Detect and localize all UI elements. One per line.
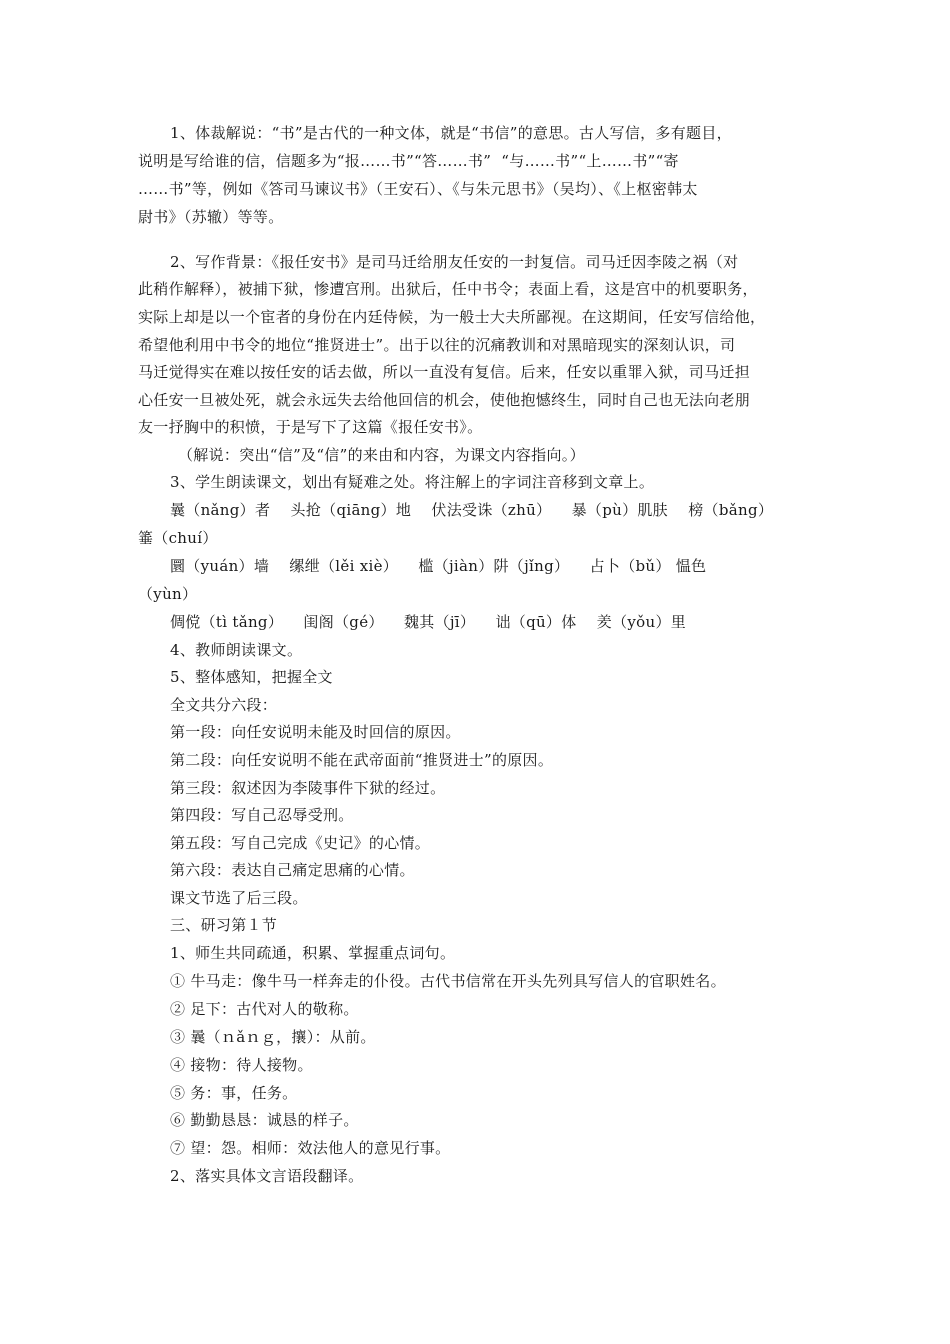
part-3-step-1: 1、师生共同疏通，积累、掌握重点词句。	[170, 944, 456, 962]
section-5: 第五段：写自己完成《史记》的心情。	[170, 834, 431, 852]
section-2: 第二段：向任安说明不能在武帝面前“推贤进士”的原因。	[170, 751, 554, 769]
note-line: （解说：突出“信”及“信”的来由和内容，为课文内容指向。）	[178, 446, 585, 464]
section-3: 第三段：叙述因为李陵事件下狱的经过。	[170, 779, 446, 797]
selected-note: 课文节选了后三段。	[170, 889, 308, 907]
para-background-line-3: 实际上却是以一个宦者的身份在内廷侍候，为一般士大夫所鄙视。在这期间，任安写信给他，	[138, 308, 766, 326]
pinyin-line-2: 箠（chuí）	[138, 529, 218, 547]
pinyin-line-4: （yùn）	[138, 585, 198, 603]
vocab-item-3: ③ 曩（ｎǎｎｇ，攘）：从前。	[170, 1028, 376, 1046]
para-genre-line-2: 说明是写给谁的信，信题多为“报……书”“答……书” “与……书”“上……书”“寄	[138, 152, 679, 170]
section-6: 第六段：表达自己痛定思痛的心情。	[170, 861, 415, 879]
part-3-title: 三、研习第１节	[170, 916, 278, 934]
vocab-item-2: ② 足下：古代对人的敬称。	[170, 1000, 359, 1018]
vocab-item-5: ⑤ 务：事，任务。	[170, 1084, 298, 1102]
pinyin-line-5: 倜傥（tì tǎng） 闺阁（gé） 魏其（jī） 诎（qū）体 羑（yǒu）里	[170, 613, 687, 631]
para-background-line-2: 此稍作解释），被捕下狱，惨遭宫刑。出狱后，任中书令；表面上看，这是宫中的机要职务，	[138, 280, 758, 298]
vocab-item-6: ⑥ 勤勤恳恳：诚恳的样子。	[170, 1111, 359, 1129]
para-genre-line-1: 1、体裁解说：“书”是古代的一种文体，就是“书信”的意思。古人写信，多有题目，	[170, 124, 732, 142]
para-genre-line-4: 尉书》（苏辙）等等。	[138, 208, 284, 226]
pinyin-line-1: 曩（nǎng）者 头抢（qiāng）地 伏法受诛（zhū） 暴（pù）肌肤 榜（bǎng）	[170, 501, 774, 519]
vocab-item-4: ④ 接物：待人接物。	[170, 1056, 313, 1074]
para-background-line-7: 友一抒胸中的积愤，于是写下了这篇《报任安书》。	[138, 418, 483, 436]
para-background-line-1: 2、写作背景：《报任安书》是司马迁给朋友任安的一封复信。司马迁因李陵之祸（对	[170, 253, 739, 271]
step-4: 4、教师朗读课文。	[170, 641, 303, 659]
step-5: 5、整体感知，把握全文	[170, 668, 333, 686]
pinyin-line-3: 圜（yuán）墙 缧绁（lěi xiè） 槛（jiàn）阱（jǐng） 占卜（bǔ） 愠色	[170, 557, 707, 575]
summary-intro: 全文共分六段：	[170, 696, 278, 714]
step-3: 3、学生朗读课文，划出有疑难之处。将注解上的字词注音移到文章上。	[170, 473, 655, 491]
para-background-line-5: 马迁觉得实在难以按任安的话去做，所以一直没有复信。后来，任安以重罪入狱，司马迁担	[138, 363, 751, 381]
para-background-line-4: 希望他利用中书令的地位“推贤进士”。出于以往的沉痛教训和对黑暗现实的深刻认识，司	[138, 336, 736, 354]
section-4: 第四段：写自己忍辱受刑。	[170, 806, 354, 824]
para-genre-line-3: ……书”等，例如《答司马谏议书》（王安石）、《与朱元思书》（吴均）、《上枢密韩太	[138, 180, 698, 198]
vocab-item-7: ⑦ 望：怨。相师：效法他人的意见行事。	[170, 1139, 451, 1157]
para-background-line-6: 心任安一旦被处死，就会永远失去给他回信的机会，使他抱憾终生，同时自己也无法向老朋	[138, 391, 751, 409]
part-3-step-2: 2、落实具体文言语段翻译。	[170, 1167, 364, 1185]
section-1: 第一段：向任安说明未能及时回信的原因。	[170, 723, 461, 741]
vocab-item-1: ① 牛马走：像牛马一样奔走的仆役。古代书信常在开头先列具写信人的官职姓名。	[170, 972, 726, 990]
